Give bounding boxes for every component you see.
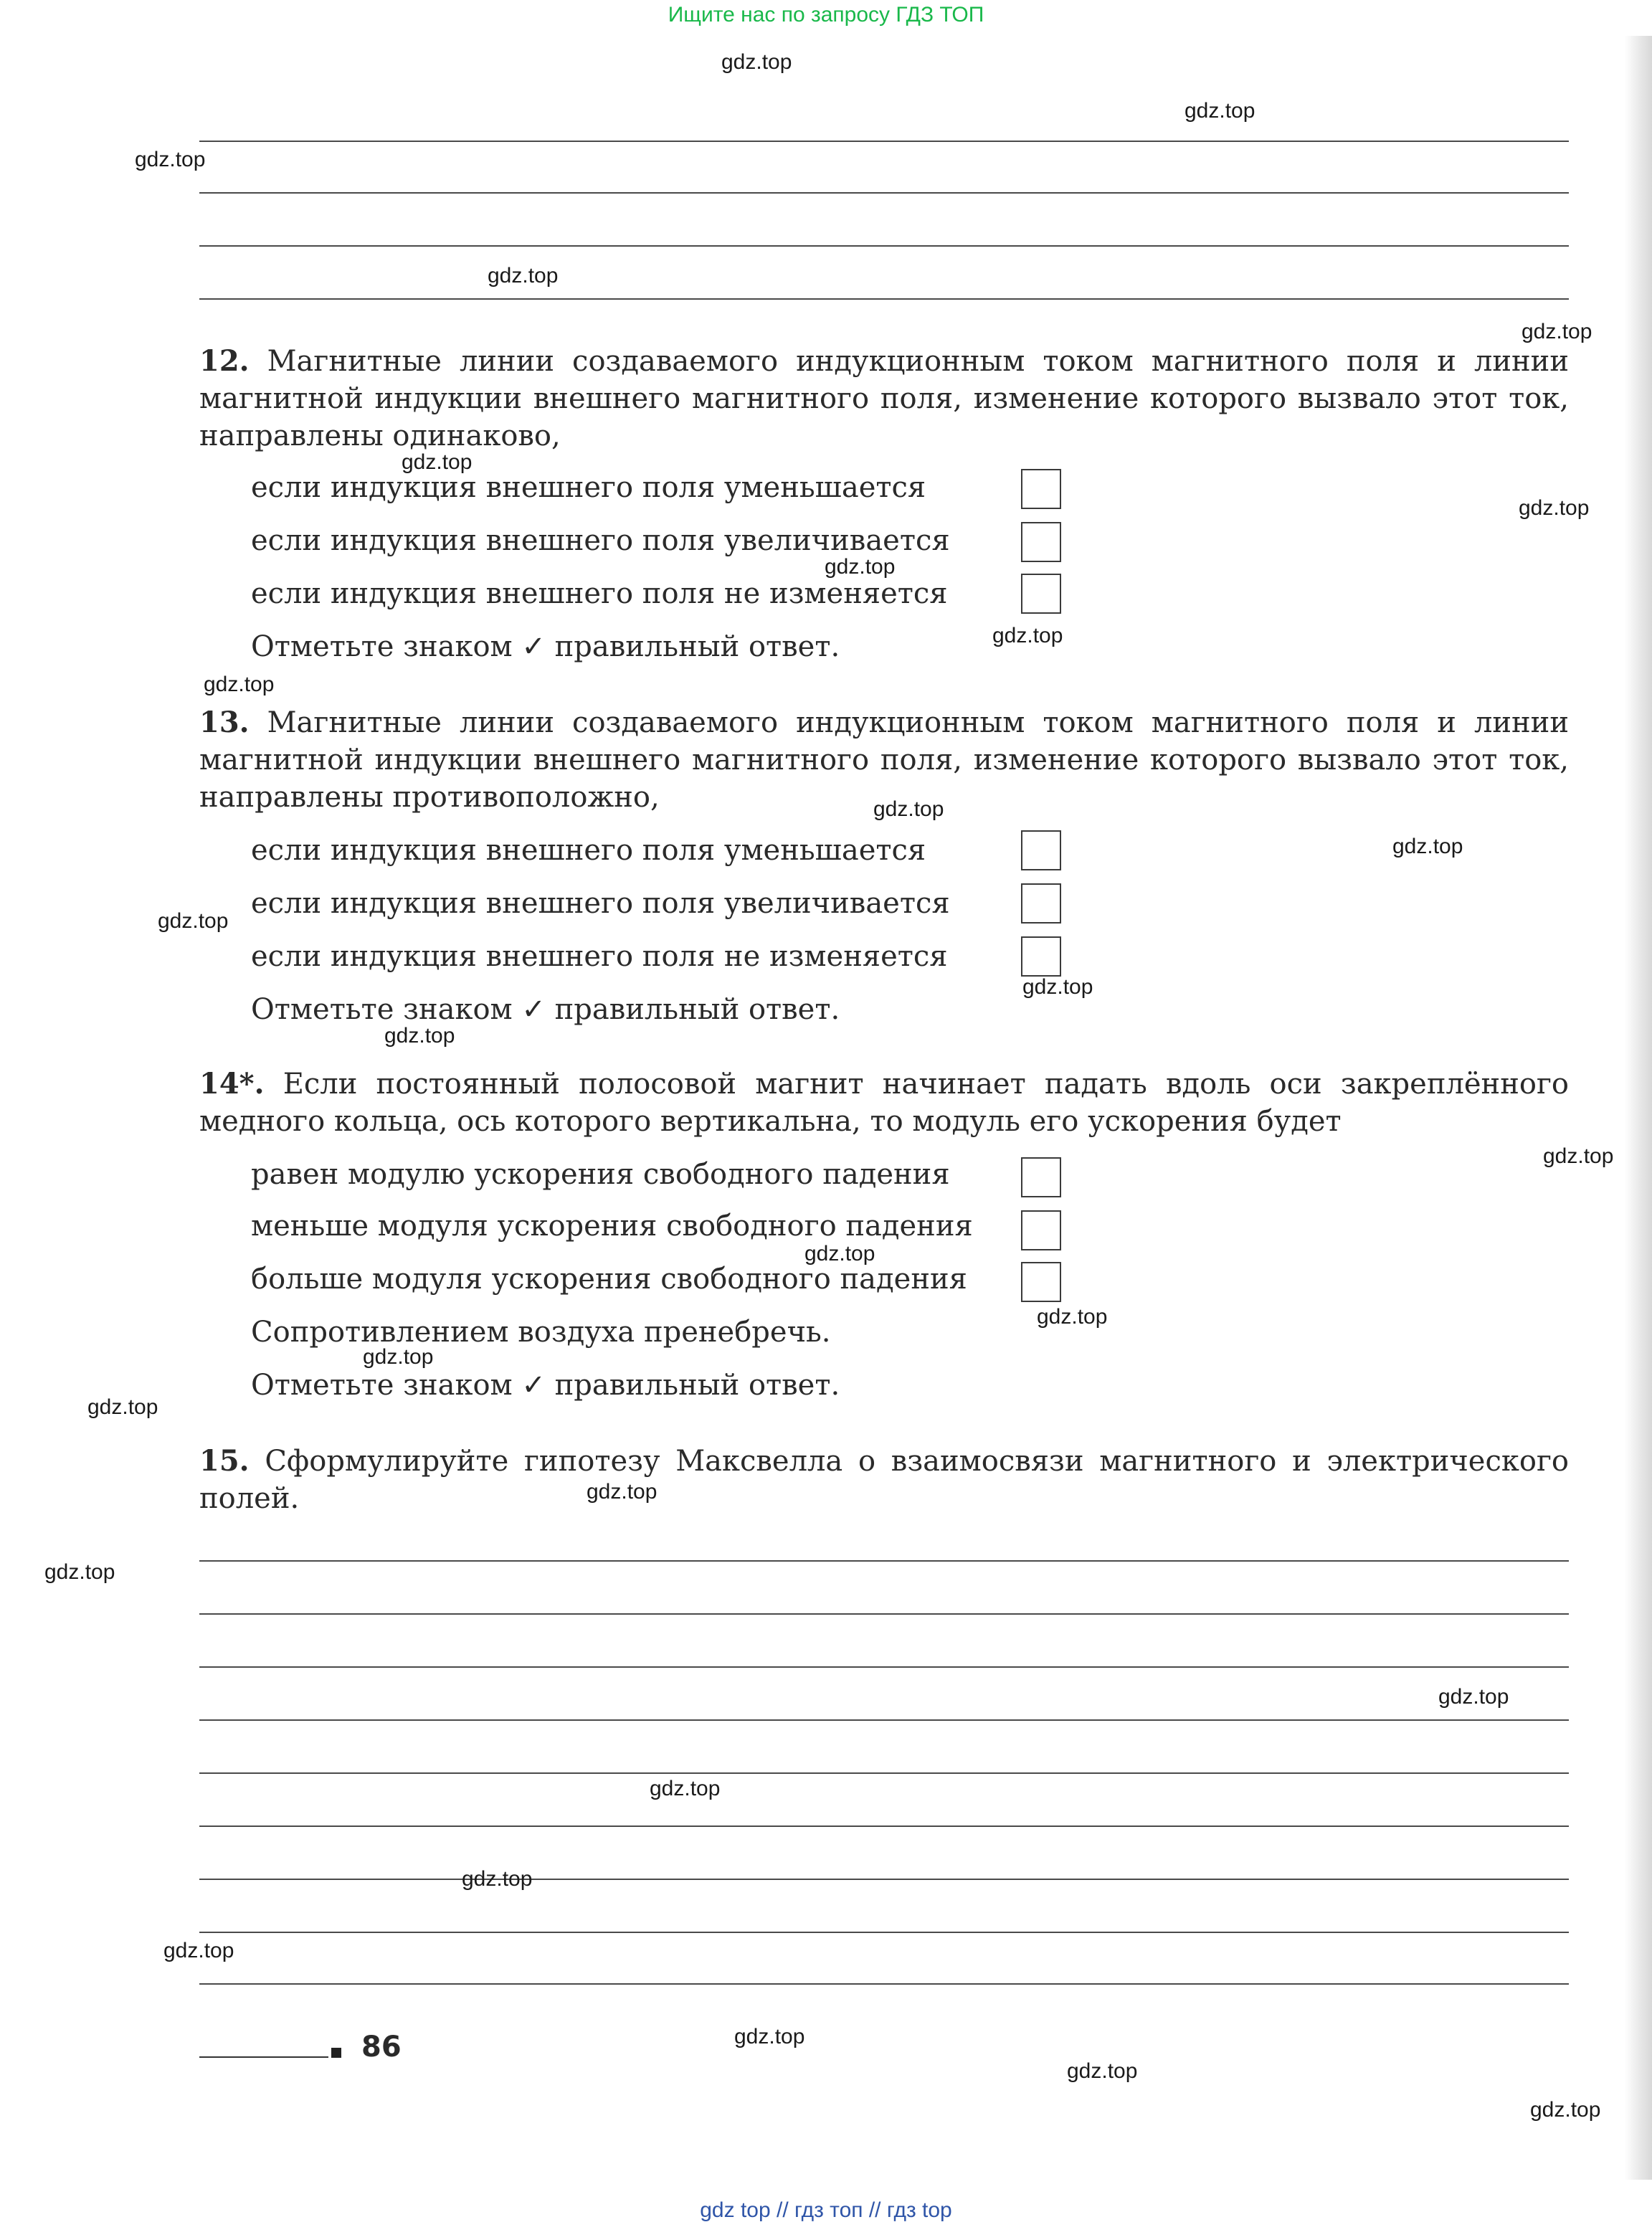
instruction-text: Отметьте знаком ✓ правильный ответ. (251, 993, 840, 1026)
watermark: gdz.top (1438, 1685, 1509, 1709)
watermark: gdz.top (488, 264, 559, 288)
answer-checkbox[interactable] (1021, 936, 1061, 977)
answer-option: больше модуля ускорения свободного падения (251, 1263, 967, 1296)
bottom-banner[interactable]: gdz top // гдз топ // гдз top (700, 2198, 952, 2222)
watermark: gdz.top (804, 1242, 875, 1266)
watermark: gdz.top (734, 2025, 805, 2048)
question-number: 13. (199, 706, 250, 739)
answer-checkbox[interactable] (1021, 1262, 1061, 1302)
top-banner[interactable]: Ищите нас по запросу ГДЗ ТОП (668, 3, 984, 27)
answer-checkbox[interactable] (1021, 883, 1061, 924)
question-number: 15. (199, 1444, 250, 1478)
answer-option: если индукция внешнего поля уменьшается (251, 834, 926, 867)
answer-line[interactable] (199, 1719, 1569, 1721)
note-text: Сопротивлением воздуха пренебречь. (251, 1316, 831, 1349)
watermark: gdz.top (163, 1939, 234, 1962)
page-number-marker (331, 2048, 341, 2058)
watermark: gdz.top (1185, 99, 1255, 123)
question-number: 12. (199, 344, 250, 378)
watermark: gdz.top (721, 50, 792, 74)
watermark: gdz.top (1522, 320, 1592, 343)
answer-line (199, 245, 1569, 247)
page-number-line (199, 2056, 328, 2058)
answer-line[interactable] (199, 1772, 1569, 1774)
question-12-text: 12. Магнитные линии создаваемого индукционным током магнитного поля и линии магнитной индукции внешнего магнитного поля, изменение которого вызвало этот ток, направлены одинаково, (199, 344, 1569, 452)
answer-option: если индукция внешнего поля увеличивается (251, 524, 950, 557)
answer-line[interactable] (199, 1613, 1569, 1615)
answer-line[interactable] (199, 1879, 1569, 1880)
page-edge-shadow (1625, 36, 1652, 2180)
watermark: gdz.top (1392, 835, 1463, 858)
question-14-text: 14*. Если постоянный полосовой магнит начинает падать вдоль оси закреплённого медного кольца, ось которого вертикальна, то модуль его ускорения будет (199, 1067, 1569, 1138)
watermark: gdz.top (1519, 496, 1590, 520)
answer-option: меньше модуля ускорения свободного падения (251, 1210, 973, 1243)
answer-checkbox[interactable] (1021, 830, 1061, 870)
watermark: gdz.top (87, 1395, 158, 1419)
answer-checkbox[interactable] (1021, 522, 1061, 562)
watermark: gdz.top (587, 1480, 658, 1504)
watermark: gdz.top (873, 797, 944, 821)
answer-checkbox[interactable] (1021, 574, 1061, 614)
answer-line (199, 298, 1569, 300)
answer-checkbox[interactable] (1021, 1210, 1061, 1250)
answer-checkbox[interactable] (1021, 1157, 1061, 1197)
watermark: gdz.top (384, 1024, 455, 1048)
watermark: gdz.top (158, 909, 229, 933)
answer-line (199, 141, 1569, 142)
watermark: gdz.top (1037, 1305, 1108, 1329)
watermark: gdz.top (1543, 1144, 1614, 1168)
answer-line[interactable] (199, 1983, 1569, 1985)
answer-line (199, 192, 1569, 194)
instruction-text: Отметьте знаком ✓ правильный ответ. (251, 1369, 840, 1402)
answer-checkbox[interactable] (1021, 469, 1061, 509)
watermark: gdz.top (363, 1345, 434, 1369)
answer-option: если индукция внешнего поля уменьшается (251, 471, 926, 504)
answer-option: если индукция внешнего поля не изменяется (251, 577, 948, 610)
answer-line[interactable] (199, 1932, 1569, 1933)
watermark: gdz.top (135, 148, 206, 171)
question-15-text: 15. Сформулируйте гипотезу Максвелла о взаимосвязи магнитного и электрического полей. (199, 1444, 1569, 1515)
instruction-text: Отметьте знаком ✓ правильный ответ. (251, 630, 840, 663)
watermark: gdz.top (1022, 975, 1093, 999)
answer-option: если индукция внешнего поля не изменяется (251, 940, 948, 973)
watermark: gdz.top (825, 555, 896, 579)
question-13-text: 13. Магнитные линии создаваемого индукционным током магнитного поля и линии магнитной индукции внешнего магнитного поля, изменение которого вызвало этот ток, направлены противоположно, (199, 706, 1569, 814)
watermark: gdz.top (462, 1867, 533, 1891)
answer-line[interactable] (199, 1666, 1569, 1668)
watermark: gdz.top (402, 450, 473, 474)
watermark: gdz.top (650, 1777, 721, 1800)
watermark: gdz.top (1067, 2059, 1138, 2083)
watermark: gdz.top (44, 1560, 115, 1584)
watermark: gdz.top (992, 624, 1063, 647)
answer-line[interactable] (199, 1825, 1569, 1827)
watermark: gdz.top (204, 673, 275, 696)
answer-option: равен модулю ускорения свободного падения (251, 1158, 950, 1191)
page-number: 86 (361, 2031, 402, 2064)
watermark: gdz.top (1530, 2098, 1601, 2122)
answer-option: если индукция внешнего поля увеличивается (251, 887, 950, 920)
question-number: 14*. (199, 1067, 265, 1101)
answer-line[interactable] (199, 1560, 1569, 1562)
